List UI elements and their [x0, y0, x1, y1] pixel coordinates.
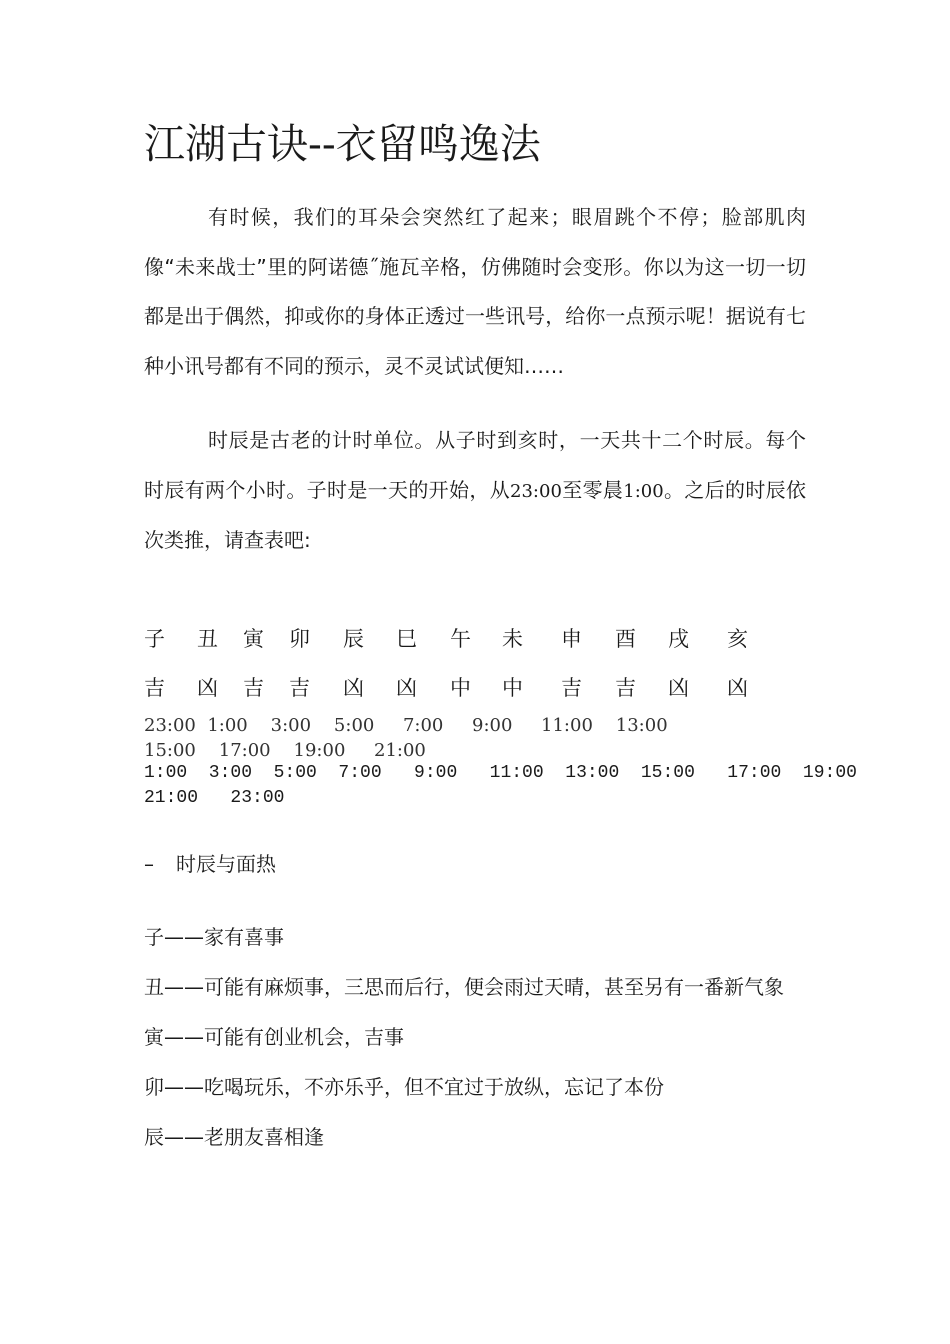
end-times-line: 21:00 23:00: [144, 788, 285, 808]
bullet-dash: –: [144, 852, 154, 876]
branch-cell: 亥: [727, 627, 748, 651]
intro-paragraph: 有时候，我们的耳朵会突然红了起来；眼眉跳个不停；脸部肌肉像“未来战士”里的阿诺德˝施瓦辛格，仿佛随时会变形。你以为这一切一切都是出于偶然，抑或你的身体正透过一些讯号，给你一点预示呢！据说有七种小讯号都有不同的预示，灵不灵试试便知……: [144, 205, 806, 378]
list-item: 卯——吃喝玩乐，不亦乐乎，但不宜过于放纵，忘记了本份: [144, 1075, 664, 1099]
branch-cell: 未: [502, 627, 523, 651]
fortune-cell: 中: [450, 676, 471, 700]
list-item: 子——家有喜事: [144, 925, 284, 949]
branch-cell: 酉: [615, 627, 636, 651]
branch-cell: 卯: [289, 627, 310, 651]
fortune-cell: 凶: [727, 676, 748, 700]
shichen-text-2: 至零晨: [561, 477, 624, 502]
shichen-text-3: 。之后的时辰依次类推，请查表吧:: [144, 477, 807, 552]
start-times-line: 23:00 1:00 3:00 5:00 7:00 9:00 11:00 13:00: [144, 715, 668, 736]
branch-cell: 子: [144, 627, 165, 651]
branch-cell: 巳: [396, 627, 417, 651]
entries-list: [144, 912, 806, 1162]
fortune-cell: 凶: [668, 676, 689, 700]
section-title: 时辰与面热: [176, 852, 276, 876]
fortune-cell: 凶: [343, 676, 364, 700]
section-heading: [144, 849, 276, 879]
fortune-cell: 吉: [615, 676, 636, 700]
fortune-cell: 吉: [289, 676, 310, 700]
fortune-cell: 吉: [561, 676, 582, 700]
branch-cell: 戌: [668, 627, 689, 651]
branch-cell: 辰: [343, 627, 364, 651]
fortune-cell: 吉: [243, 676, 264, 700]
fortune-cell: 凶: [396, 676, 417, 700]
start-times-line: 15:00 17:00 19:00 21:00: [144, 740, 426, 761]
branch-cell: 申: [561, 627, 582, 651]
branch-cell: 午: [450, 627, 471, 651]
shichen-time-end: 1:00: [623, 480, 664, 502]
shichen-text-1: 时辰是古老的计时单位。从子时到亥时，一天共十二个时辰。每个时辰有两个小时。子时是一天的开始，从: [144, 428, 806, 502]
shichen-paragraph: [144, 416, 806, 566]
list-item: 丑——可能有麻烦事，三思而后行，便会雨过天晴，甚至另有一番新气象: [144, 975, 784, 999]
fortune-cell: 中: [502, 676, 523, 700]
branch-cell: 寅: [243, 627, 264, 651]
end-times-line: 1:00 3:00 5:00 7:00 9:00 11:00 13:00 15:00 17:00 19:00: [144, 763, 857, 783]
shichen-time-start: 23:00: [510, 480, 562, 502]
fortune-cell: 吉: [144, 676, 165, 700]
list-item: 辰——老朋友喜相逢: [144, 1125, 324, 1149]
fortune-cell: 凶: [197, 676, 218, 700]
list-item: 寅——可能有创业机会，吉事: [144, 1025, 404, 1049]
branch-cell: 丑: [197, 627, 218, 651]
document-title: 江湖古诀--衣留鸣逸法: [144, 120, 541, 168]
